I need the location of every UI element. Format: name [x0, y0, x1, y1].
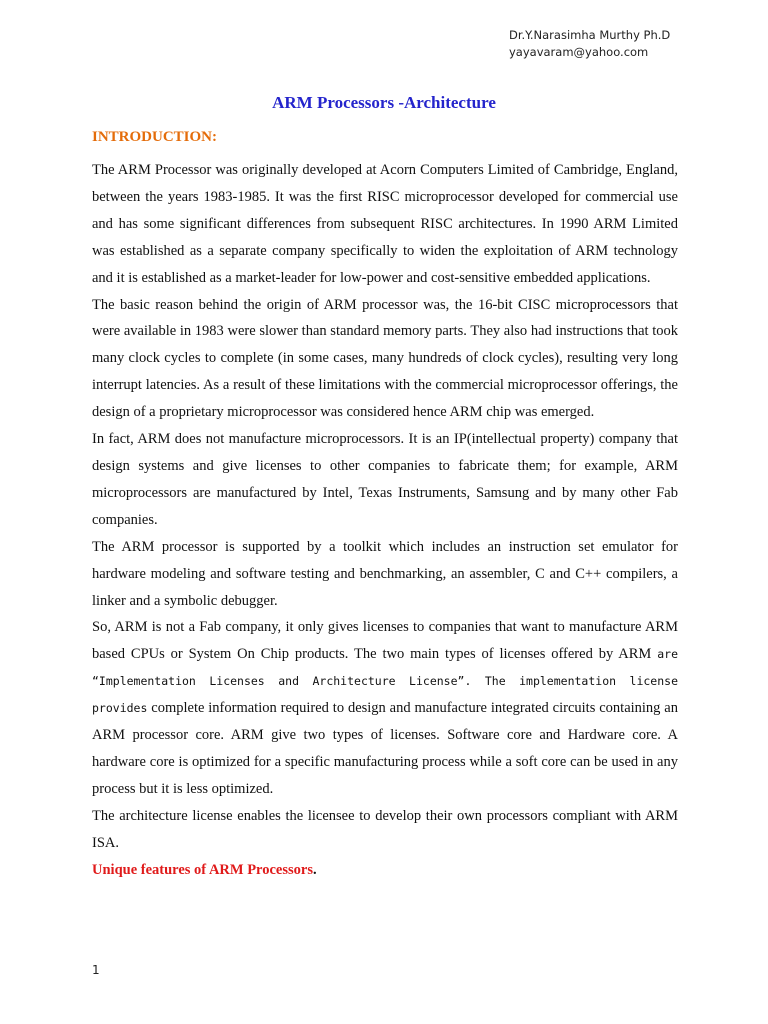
paragraph-3: In fact, ARM does not manufacture microprocessors. It is an IP(intellectual property) company that design systems and give licenses to other companies to fabricate them; for example, ARM microprocessors are manufactured by Intel, Texas Instruments, Samsung and by many other Fab companies. — [92, 431, 678, 528]
introduction-heading: INTRODUCTION: — [92, 129, 218, 145]
unique-features-heading — [92, 857, 678, 884]
unique-features-heading-dot: . — [312, 861, 317, 878]
body-text — [92, 157, 678, 883]
paragraph-5-part-a: So, ARM is not a Fab company, it only gives licenses to companies that want to manufacture ARM based CPUs or System On Chip products. The two main types of licenses offered by ARM — [92, 619, 678, 663]
author-block — [509, 27, 670, 61]
unique-features-heading-text: Unique features of ARM Processors — [92, 861, 313, 878]
page-number: 1 — [92, 963, 100, 977]
document-title: ARM Processors -Architecture — [272, 93, 496, 112]
paragraph-5-part-b: are “Implementation Licenses and Architecture License”. The implementation license provides — [92, 647, 678, 716]
paragraph-5-part-c: complete information required to design and manufacture integrated circuits containing an ARM processor core. ARM give two types of licenses. Software core and Hardware core. A hardware core is optimized for a specific manufacturing process while a soft core can be used in any process but it is less optimized. — [92, 700, 678, 797]
paragraph-4: The ARM processor is supported by a toolkit which includes an instruction set emulator for hardware modeling and software testing and benchmarking, an assembler, C and C++ compilers, a linker and a symbolic debugger. — [92, 538, 678, 609]
author-name: Dr.Y.Narasimha Murthy Ph.D — [509, 28, 671, 42]
paragraph-5 — [92, 614, 678, 802]
paragraph-6: The architecture license enables the licensee to develop their own processors compliant with ARM ISA. — [92, 807, 678, 851]
paragraph-2: The basic reason behind the origin of ARM processor was, the 16-bit CISC microprocessors that were available in 1983 were slower than standard memory parts. They also had instructions that took many clock cycles to complete (in some cases, many hundreds of clock cycles), resulting very long interrupt latencies. As a result of these limitations with the commercial microprocessor offerings, the design of a proprietary microprocessor was considered hence ARM chip was emerged. — [92, 296, 678, 421]
paragraph-1: The ARM Processor was originally developed at Acorn Computers Limited of Cambridge, England, between the years 1983-1985. It was the first RISC microprocessor developed for commercial use and has some significant differences from subsequent RISC architectures. In 1990 ARM Limited was established as a separate company specifically to widen the exploitation of ARM technology and it is established as a market-leader for low-power and cost-sensitive embedded applications. — [92, 162, 678, 286]
author-email: yayavaram@yahoo.com — [509, 45, 649, 59]
